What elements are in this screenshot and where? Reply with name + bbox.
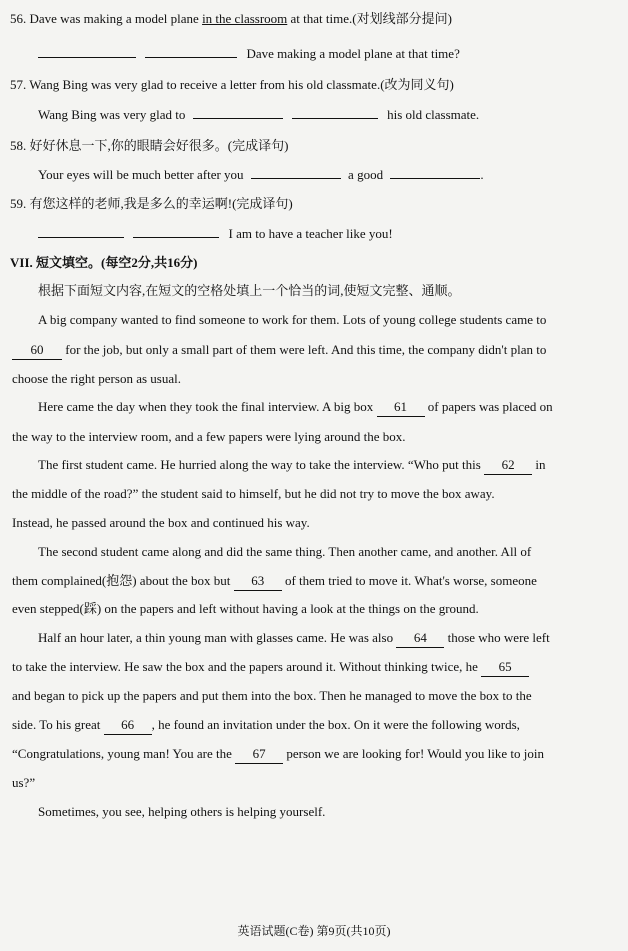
passage-text: , he found an invitation under the box. On it were the following words, <box>151 717 520 732</box>
passage-text: “Congratulations, young man! You are the <box>12 746 232 761</box>
question-58 <box>10 137 288 155</box>
passage-line: Instead, he passed around the box and continued his way. <box>12 515 310 530</box>
question-56 <box>10 10 452 28</box>
section-instruction: 根据下面短文内容,在短文的空格处填上一个恰当的词,使短文完整、通顺。 <box>38 283 461 298</box>
answer-text: . <box>480 167 484 182</box>
question-number: 59. <box>10 196 27 211</box>
passage-line: even stepped(踩) on the papers and left without having a look at the things on the ground. <box>12 601 479 616</box>
passage-line <box>38 629 550 648</box>
passage-text: Half an hour later, a thin young man with glasses came. He was also <box>38 630 394 645</box>
passage-line <box>12 341 546 360</box>
question-57 <box>10 76 454 94</box>
blank-66[interactable]: 66 <box>104 716 152 735</box>
passage-text: in <box>535 457 546 472</box>
section-title: VII. 短文填空。(每空2分,共16分) <box>10 255 198 270</box>
passage-line <box>12 658 529 677</box>
passage-line: choose the right person as usual. <box>12 371 181 386</box>
passage-text: them complained(抱怨) about the box but <box>12 573 231 588</box>
answer-line-57 <box>38 105 479 124</box>
question-text: Dave was making a model plane <box>29 11 203 26</box>
answer-blank[interactable] <box>38 224 124 238</box>
blank-64[interactable]: 64 <box>396 629 444 648</box>
passage-line: A big company wanted to find someone to work for them. Lots of young college students came to <box>38 312 547 327</box>
question-text: Wang Bing was very glad to receive a letter from his old classmate. <box>29 77 381 92</box>
question-number: 58. <box>10 138 27 153</box>
answer-blank[interactable] <box>251 165 341 179</box>
blank-65[interactable]: 65 <box>481 658 529 677</box>
passage-line: The second student came along and did the same thing. Then another came, and another. All of <box>38 544 532 559</box>
passage-text: Here came the day when they took the final interview. A big box <box>38 399 374 414</box>
question-instruction: (改为同义句) <box>380 77 454 92</box>
answer-blank[interactable] <box>390 165 480 179</box>
passage-text: of them tried to move it. What's worse, someone <box>284 573 537 588</box>
passage-line: us?” <box>12 775 36 790</box>
answer-text: I am to have a teacher like you! <box>228 226 393 241</box>
answer-blank[interactable] <box>145 44 237 58</box>
answer-text: Wang Bing was very glad to <box>38 107 186 122</box>
passage-text: side. To his great <box>12 717 101 732</box>
question-59 <box>10 195 293 213</box>
answer-blank[interactable] <box>193 105 283 119</box>
question-text: 好好休息一下,你的眼睛会好很多。 <box>29 138 228 153</box>
question-text: 有您这样的老师,我是多么的幸运啊! <box>29 196 233 211</box>
question-number: 56. <box>10 11 27 26</box>
question-instruction: (完成译句) <box>227 138 289 153</box>
passage-line: the middle of the road?” the student said to himself, but he did not try to move the box away. <box>12 486 495 501</box>
passage-line: and began to pick up the papers and put them into the box. Then he managed to move the box to the <box>12 688 532 703</box>
underlined-phrase: in the classroom <box>202 11 288 26</box>
passage-text: for the job, but only a small part of them were left. And this time, the company didn't plan to <box>65 342 547 357</box>
blank-61[interactable]: 61 <box>377 398 425 417</box>
answer-text: a good <box>348 167 384 182</box>
passage-line <box>38 456 545 475</box>
passage-line: Sometimes, you see, helping others is helping yourself. <box>38 804 326 819</box>
passage-line: the way to the interview room, and a few papers were lying around the box. <box>12 429 406 444</box>
blank-60[interactable]: 60 <box>12 341 62 360</box>
answer-line-59 <box>38 224 393 243</box>
answer-blank[interactable] <box>292 105 378 119</box>
passage-text: of papers was placed on <box>427 399 553 414</box>
page-footer: 英语试题(C卷) 第9页(共10页) <box>237 924 391 938</box>
passage-line <box>12 716 520 735</box>
question-text: at that time. <box>287 11 353 26</box>
passage-text: The first student came. He hurried along the way to take the interview. “Who put this <box>38 457 481 472</box>
blank-62[interactable]: 62 <box>484 456 532 475</box>
answer-text: his old classmate. <box>387 107 480 122</box>
passage-text: those who were left <box>447 630 550 645</box>
answer-text: Dave making a model plane at that time? <box>246 46 460 61</box>
blank-67[interactable]: 67 <box>235 745 283 764</box>
passage-text: to take the interview. He saw the box and the papers around it. Without thinking twice, he <box>12 659 478 674</box>
answer-line-58 <box>38 165 484 184</box>
passage-line <box>38 398 553 417</box>
question-number: 57. <box>10 77 27 92</box>
question-instruction: (对划线部分提问) <box>352 11 452 26</box>
passage-line <box>12 745 544 764</box>
question-instruction: (完成译句) <box>232 196 293 211</box>
passage-text: person we are looking for! Would you like to join <box>286 746 544 761</box>
answer-blank[interactable] <box>133 224 219 238</box>
blank-63[interactable]: 63 <box>234 572 282 591</box>
answer-line-56 <box>38 44 460 63</box>
passage-line <box>12 572 537 591</box>
answer-text: Your eyes will be much better after you <box>38 167 244 182</box>
answer-blank[interactable] <box>38 44 136 58</box>
